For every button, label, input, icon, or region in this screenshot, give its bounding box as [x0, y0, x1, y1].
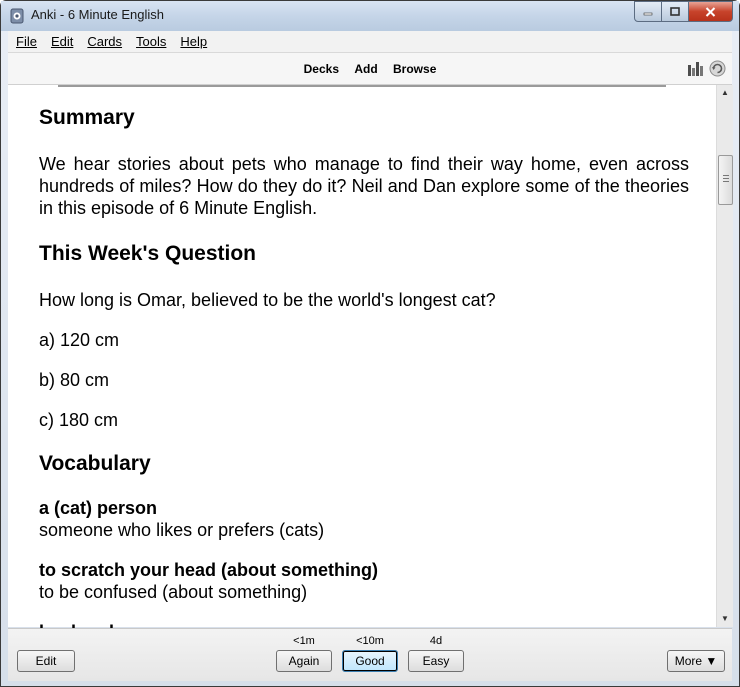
- scroll-up-icon[interactable]: ▲: [721, 88, 729, 97]
- maximize-icon: [670, 7, 680, 16]
- window-controls: [634, 1, 733, 21]
- menu-cards-label: Cards: [87, 34, 123, 49]
- browse-link[interactable]: Browse: [393, 62, 437, 76]
- card-divider: [58, 85, 666, 87]
- stats-icon[interactable]: [688, 61, 704, 76]
- option-b: b) 80 cm: [39, 370, 110, 390]
- easy-interval: 4d: [429, 635, 443, 647]
- scrollbar-thumb[interactable]: [718, 155, 733, 205]
- good-button[interactable]: Good: [342, 650, 398, 672]
- anki-app-icon: [9, 8, 25, 24]
- option-a: a) 120 cm: [39, 330, 120, 350]
- good-interval: <10m: [356, 635, 384, 647]
- close-button[interactable]: [689, 1, 733, 22]
- question-heading: This Week's Question: [39, 242, 256, 265]
- menu-file-label: File: [16, 34, 37, 49]
- grip-line: [723, 178, 729, 179]
- again-interval: <1m: [293, 635, 315, 647]
- review-bar: [8, 628, 732, 681]
- edit-button[interactable]: Edit: [17, 650, 75, 672]
- summary-heading: Summary: [39, 106, 135, 129]
- question-text: How long is Omar, believed to be the world's longest cat?: [39, 290, 496, 310]
- grip-line: [723, 181, 729, 182]
- menu-help-label: Help: [180, 34, 208, 49]
- vertical-scrollbar[interactable]: [716, 85, 733, 627]
- scroll-down-icon[interactable]: ▼: [721, 614, 729, 623]
- more-button[interactable]: More ▼: [667, 650, 725, 672]
- main-toolbar: [8, 53, 732, 85]
- decks-link[interactable]: Decks: [303, 62, 339, 76]
- menu-edit[interactable]: [43, 34, 79, 49]
- vocab-term-2: to scratch your head (about something): [39, 560, 379, 580]
- easy-button[interactable]: Easy: [408, 650, 464, 672]
- vocab-def-1: someone who likes or prefers (cats): [39, 520, 325, 540]
- vocab-def-2: to be confused (about something): [39, 582, 308, 602]
- card-view: [8, 85, 716, 627]
- card-content: [39, 105, 689, 643]
- menu-tools-label: Tools: [136, 34, 167, 49]
- close-icon: [705, 7, 716, 17]
- menu-file[interactable]: [8, 34, 43, 49]
- maximize-button[interactable]: [662, 1, 689, 22]
- toolbar-links: [8, 62, 732, 76]
- vocab-heading: Vocabulary: [39, 452, 151, 475]
- menu-bar: [8, 31, 732, 53]
- menu-edit-label: Edit: [50, 34, 74, 49]
- title-bar[interactable]: [1, 1, 739, 31]
- minimize-button[interactable]: [634, 1, 662, 22]
- menu-help[interactable]: [172, 34, 213, 49]
- grip-line: [723, 175, 729, 176]
- option-c: c) 180 cm: [39, 410, 119, 430]
- menu-cards[interactable]: [79, 34, 128, 49]
- menu-tools[interactable]: [128, 34, 172, 49]
- sync-icon[interactable]: [709, 60, 726, 77]
- add-link[interactable]: Add: [354, 62, 378, 76]
- window-title: Anki - 6 Minute English: [31, 7, 164, 22]
- vocab-term-1: a (cat) person: [39, 498, 158, 518]
- minimize-icon: [643, 8, 653, 16]
- summary-text: We hear stories about pets who manage to find their way home, even across hundreds of miles? How do they do it? Neil and Dan explore some of the theories in this episode of 6 Minute English.: [39, 154, 689, 218]
- again-button[interactable]: Again: [276, 650, 332, 672]
